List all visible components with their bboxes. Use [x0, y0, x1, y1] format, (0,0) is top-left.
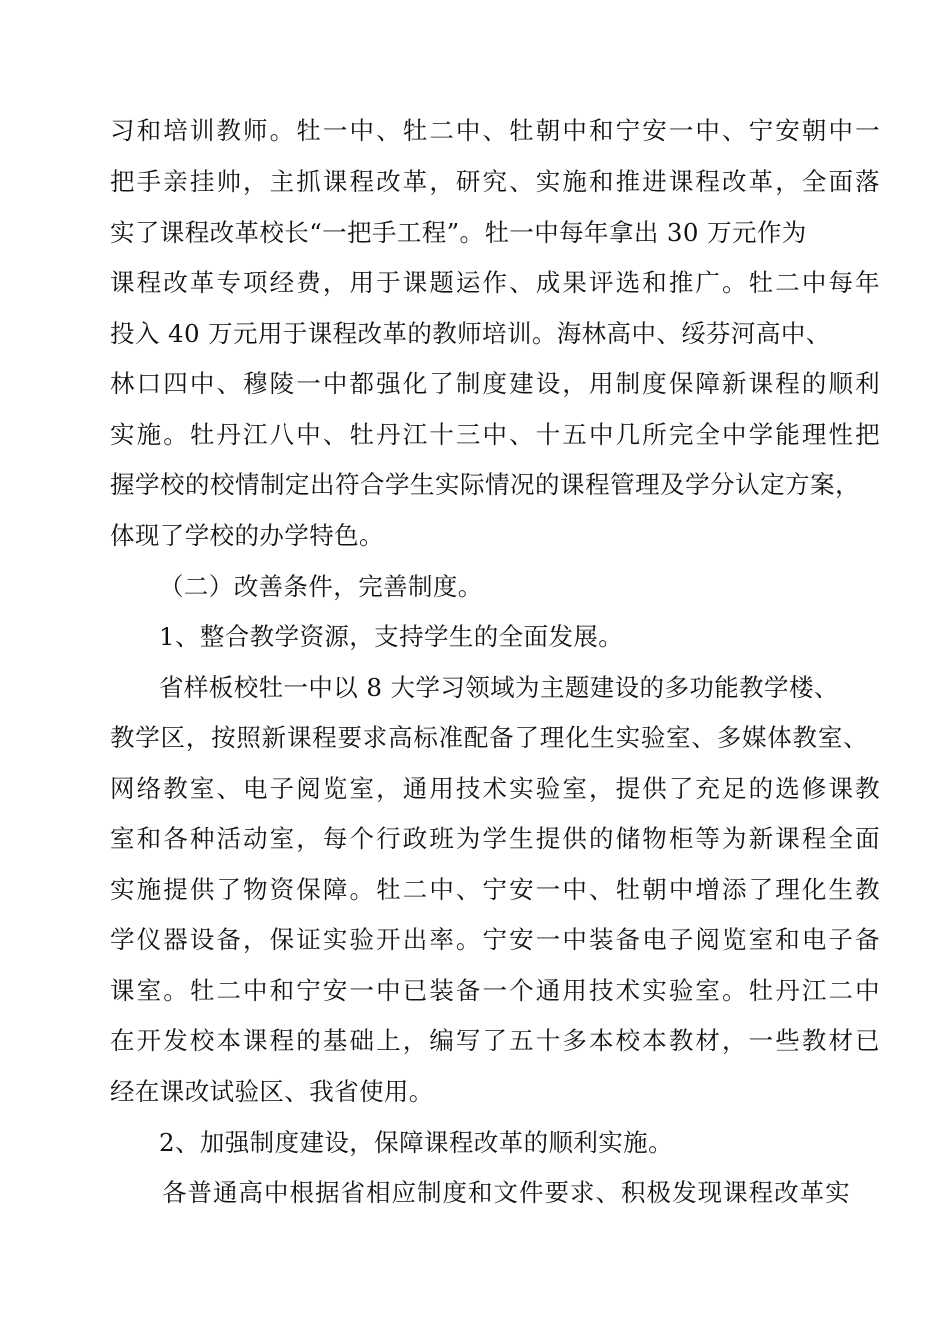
- text-line-20: 经在课改试验区、我省使用。: [110, 1077, 434, 1106]
- text-line-17: 学仪器设备，保证实验开出率。宁安一中装备电子阅览室和电子备: [110, 925, 880, 954]
- text-line-18: 课室。牡二中和宁安一中已装备一个通用技术实验室。牡丹江二中: [110, 976, 880, 1005]
- text-line-19: 在开发校本课程的基础上，编写了五十多本校本教材，一些教材已: [110, 1026, 880, 1055]
- subsection-heading-1: 1、整合教学资源，支持学生的全面发展。: [159, 622, 624, 651]
- text-line-1: 习和培训教师。牡一中、牡二中、牡朝中和宁安一中、宁安朝中一: [110, 116, 880, 145]
- text-line-9: 体现了学校的办学特色。: [110, 521, 384, 550]
- text-line-7: 实施。牡丹江八中、牡丹江十三中、十五中几所完全中学能理性把: [110, 420, 880, 449]
- text-line-6: 林口四中、穆陵一中都强化了制度建设，用制度保障新课程的顺利: [110, 369, 880, 398]
- text-line-5: 投入 40 万元用于课程改革的教师培训。海林高中、绥芬河高中、: [110, 319, 831, 348]
- text-line-12: 省样板校牡一中以 8 大学习领域为主题建设的多功能教学楼、: [159, 673, 839, 702]
- text-line-16: 实施提供了物资保障。牡二中、宁安一中、牡朝中增添了理化生教: [110, 875, 880, 904]
- text-line-8: 握学校的校情制定出符合学生实际情况的课程管理及学分认定方案，: [110, 470, 860, 499]
- text-line-22: 各普通高中根据省相应制度和文件要求、积极发现课程改革实: [162, 1178, 850, 1207]
- text-line-13: 教学区，按照新课程要求高标准配备了理化生实验室、多媒体教室、: [110, 723, 868, 752]
- text-line-14: 网络教室、电子阅览室，通用技术实验室，提供了充足的选修课教: [110, 774, 880, 803]
- text-line-4: 课程改革专项经费，用于课题运作、成果评选和推广。牡二中每年: [110, 268, 880, 297]
- section-heading-2: （二）改善条件，完善制度。: [159, 572, 483, 601]
- text-line-15: 室和各种活动室，每个行政班为学生提供的储物柜等为新课程全面: [110, 824, 880, 853]
- text-line-2: 把手亲挂帅，主抓课程改革，研究、实施和推进课程改革，全面落: [110, 167, 880, 196]
- text-line-3: 实了课程改革校长“一把手工程”。牡一中每年拿出 30 万元作为: [110, 218, 807, 247]
- subsection-heading-2: 2、加强制度建设，保障课程改革的顺利实施。: [159, 1128, 673, 1157]
